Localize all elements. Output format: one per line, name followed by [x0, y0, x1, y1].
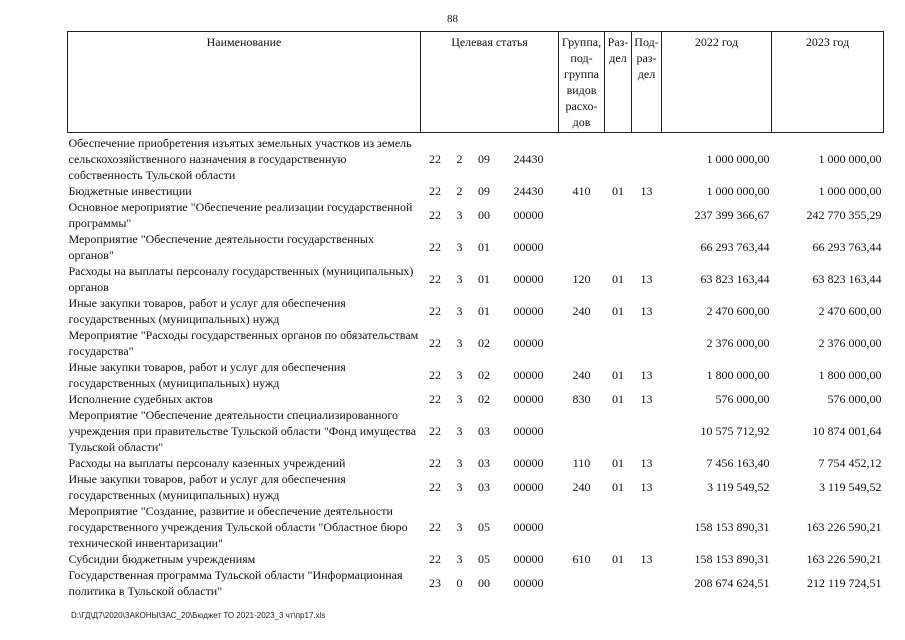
cell-v2023: 242 770 355,29	[806, 208, 882, 222]
cell-name: Субсидии бюджетным учреждениям	[68, 552, 256, 566]
cell-v2023: 1 800 000,00	[818, 368, 882, 382]
cell-a: 22	[429, 552, 441, 566]
cell-c: 01	[478, 304, 490, 318]
cell-d: 00000	[513, 240, 544, 254]
cell-rz	[605, 327, 632, 359]
cell-pr: 13	[640, 304, 653, 318]
budget-table	[67, 31, 884, 599]
cell-pr	[632, 231, 662, 263]
header-2023: 2023 год	[772, 32, 884, 133]
cell-b: 3	[456, 480, 463, 494]
cell-vr	[559, 133, 605, 184]
cell-pr	[632, 567, 662, 599]
table-header	[68, 32, 884, 133]
cell-a: 22	[429, 240, 441, 254]
cell-pr	[632, 327, 662, 359]
cell-v2023: 66 293 763,44	[812, 240, 882, 254]
cell-v2023: 212 119 724,51	[806, 576, 882, 590]
cell-v2022: 66 293 763,44	[700, 240, 770, 254]
cell-rz	[605, 503, 632, 551]
cell-a: 22	[429, 184, 441, 198]
cell-d: 00000	[513, 424, 544, 438]
cell-name: Государственная программа Тульской области "Информационная политика в Тульской области"	[68, 568, 403, 598]
table-row	[68, 133, 884, 184]
cell-d: 00000	[513, 208, 544, 222]
cell-rz: 01	[612, 368, 625, 382]
cell-pr	[632, 133, 662, 184]
cell-name: Иные закупки товаров, работ и услуг для обеспечения государственных (муниципальных) нужд	[68, 472, 346, 502]
cell-rz: 01	[612, 184, 625, 198]
cell-pr: 13	[640, 392, 653, 406]
cell-v2023: 1 000 000,00	[818, 184, 882, 198]
cell-v2023: 10 874 001,64	[812, 424, 882, 438]
cell-c: 03	[478, 480, 490, 494]
cell-b: 3	[456, 392, 463, 406]
cell-vr	[559, 407, 605, 455]
cell-v2022: 7 456 163,40	[706, 456, 770, 470]
cell-vr: 110	[572, 456, 591, 470]
cell-rz: 01	[612, 304, 625, 318]
cell-pr	[632, 199, 662, 231]
cell-d: 00000	[513, 304, 544, 318]
cell-rz: 01	[612, 480, 625, 494]
cell-v2022: 1 000 000,00	[706, 184, 770, 198]
table-row	[68, 503, 884, 551]
cell-vr	[559, 503, 605, 551]
cell-vr: 240	[572, 368, 591, 382]
cell-vr: 240	[572, 480, 591, 494]
cell-v2022: 158 153 890,31	[694, 520, 770, 534]
cell-name: Мероприятие "Расходы государственных органов по обязательствам государства"	[68, 328, 419, 358]
cell-rz: 01	[612, 392, 625, 406]
header-2022: 2022 год	[662, 32, 772, 133]
cell-v2022: 63 823 163,44	[700, 272, 770, 286]
cell-pr: 13	[640, 272, 653, 286]
cell-vr	[559, 567, 605, 599]
cell-rz	[605, 199, 632, 231]
cell-b: 3	[456, 424, 463, 438]
cell-b: 2	[456, 184, 463, 198]
cell-b: 3	[456, 520, 463, 534]
cell-name: Основное мероприятие "Обеспечение реализации государственной программы"	[68, 200, 413, 230]
cell-v2023: 163 226 590,21	[806, 552, 882, 566]
table-body	[68, 133, 884, 600]
cell-name: Иные закупки товаров, работ и услуг для обеспечения государственных (муниципальных) нужд	[68, 360, 346, 390]
table-row	[68, 327, 884, 359]
page-number: 88	[447, 13, 458, 25]
cell-b: 3	[456, 368, 463, 382]
cell-name: Расходы на выплаты персоналу государственных (муниципальных) органов	[68, 264, 414, 294]
cell-c: 09	[478, 152, 490, 166]
cell-pr: 13	[640, 456, 653, 470]
cell-pr: 13	[640, 552, 653, 566]
table-row	[68, 567, 884, 599]
cell-name: Иные закупки товаров, работ и услуг для обеспечения государственных (муниципальных) нужд	[68, 296, 346, 326]
cell-a: 22	[429, 272, 441, 286]
cell-name: Мероприятие "Создание, развитие и обеспечение деятельности государственного учреждения Тульской области "Областное бюро технической инвентаризации"	[68, 504, 408, 550]
cell-c: 09	[478, 184, 490, 198]
cell-v2023: 7 754 452,12	[818, 456, 882, 470]
table-row	[68, 231, 884, 263]
cell-vr: 410	[572, 184, 591, 198]
cell-d: 00000	[513, 520, 544, 534]
cell-v2022: 2 376 000,00	[706, 336, 770, 350]
cell-name: Обеспечение приобретения изъятых земельных участков из земель сельскохозяйственного назначения в государственную собственность Тульской области	[68, 136, 412, 182]
cell-c: 05	[478, 552, 490, 566]
cell-name: Мероприятие "Обеспечение деятельности специализированного учреждения при правительстве Тульской области "Фонд имущества Тульской области"	[68, 408, 417, 454]
cell-v2022: 10 575 712,92	[700, 424, 770, 438]
cell-pr	[632, 407, 662, 455]
cell-c: 03	[478, 456, 490, 470]
cell-v2022: 1 000 000,00	[706, 152, 770, 166]
cell-d: 00000	[513, 480, 544, 494]
cell-b: 2	[456, 152, 463, 166]
cell-b: 3	[456, 336, 463, 350]
cell-v2023: 3 119 549,52	[818, 480, 882, 494]
table-row	[68, 455, 884, 471]
cell-d: 00000	[513, 552, 544, 566]
cell-vr: 120	[572, 272, 591, 286]
cell-v2022: 158 153 890,31	[694, 552, 770, 566]
cell-a: 22	[429, 520, 441, 534]
cell-d: 00000	[513, 392, 544, 406]
header-name: Наименование	[68, 32, 421, 133]
header-subsection: Под- раз- дел	[632, 32, 662, 133]
cell-c: 02	[478, 336, 490, 350]
table-row	[68, 199, 884, 231]
cell-a: 22	[429, 336, 441, 350]
cell-vr	[559, 327, 605, 359]
cell-a: 22	[429, 152, 441, 166]
cell-a: 22	[429, 304, 441, 318]
cell-vr: 830	[572, 392, 591, 406]
cell-pr	[632, 503, 662, 551]
cell-name: Расходы на выплаты персоналу казенных учреждений	[68, 456, 346, 470]
cell-d: 00000	[513, 272, 544, 286]
header-group: Группа, под- группа видов расхо- дов	[559, 32, 605, 133]
cell-d: 00000	[513, 576, 544, 590]
cell-b: 3	[456, 240, 463, 254]
cell-b: 3	[456, 208, 463, 222]
table-row	[68, 183, 884, 199]
table-row	[68, 407, 884, 455]
cell-c: 02	[478, 392, 490, 406]
cell-b: 3	[456, 456, 463, 470]
table-row	[68, 359, 884, 391]
header-section: Раз- дел	[605, 32, 632, 133]
cell-d: 00000	[513, 336, 544, 350]
cell-c: 01	[478, 240, 490, 254]
cell-v2023: 63 823 163,44	[812, 272, 882, 286]
cell-v2022: 208 674 624,51	[694, 576, 770, 590]
table-row	[68, 263, 884, 295]
cell-rz: 01	[612, 552, 625, 566]
cell-d: 24430	[513, 184, 544, 198]
cell-v2023: 576 000,00	[827, 392, 882, 406]
cell-v2023: 163 226 590,21	[806, 520, 882, 534]
cell-b: 3	[456, 272, 463, 286]
cell-vr	[559, 231, 605, 263]
cell-c: 02	[478, 368, 490, 382]
table-row	[68, 471, 884, 503]
cell-a: 22	[429, 480, 441, 494]
cell-a: 22	[429, 208, 441, 222]
cell-a: 22	[429, 392, 441, 406]
cell-c: 00	[478, 576, 490, 590]
cell-a: 22	[429, 456, 441, 470]
cell-v2023: 2 470 600,00	[818, 304, 882, 318]
cell-rz: 01	[612, 456, 625, 470]
cell-rz: 01	[612, 272, 625, 286]
cell-d: 24430	[513, 152, 544, 166]
cell-pr: 13	[640, 368, 653, 382]
cell-rz	[605, 567, 632, 599]
file-path-footer: D:\ГД\Д7\2020\ЗАКОНЫ\ЗАС_20\Бюджет ТО 2021-2023_3 чт\пр17.xls	[71, 611, 326, 620]
cell-vr	[559, 199, 605, 231]
cell-a: 22	[429, 368, 441, 382]
cell-c: 05	[478, 520, 490, 534]
table-row	[68, 391, 884, 407]
cell-v2022: 576 000,00	[715, 392, 770, 406]
cell-name: Мероприятие "Обеспечение деятельности государственных органов"	[68, 232, 374, 262]
cell-pr: 13	[640, 480, 653, 494]
cell-c: 00	[478, 208, 490, 222]
cell-name: Бюджетные инвестиции	[68, 184, 192, 198]
cell-c: 01	[478, 272, 490, 286]
cell-v2023: 1 000 000,00	[818, 152, 882, 166]
cell-rz	[605, 133, 632, 184]
cell-v2022: 1 800 000,00	[706, 368, 770, 382]
cell-rz	[605, 407, 632, 455]
cell-d: 00000	[513, 456, 544, 470]
cell-v2022: 2 470 600,00	[706, 304, 770, 318]
cell-v2022: 3 119 549,52	[706, 480, 770, 494]
cell-a: 22	[429, 424, 441, 438]
cell-b: 3	[456, 552, 463, 566]
cell-v2023: 2 376 000,00	[818, 336, 882, 350]
table-row	[68, 295, 884, 327]
cell-name: Исполнение судебных актов	[68, 392, 213, 406]
cell-v2022: 237 399 366,67	[694, 208, 770, 222]
cell-a: 23	[429, 576, 441, 590]
cell-rz	[605, 231, 632, 263]
cell-d: 00000	[513, 368, 544, 382]
table-row	[68, 551, 884, 567]
cell-b: 3	[456, 304, 463, 318]
cell-c: 03	[478, 424, 490, 438]
header-target-article: Целевая статья	[421, 32, 559, 133]
cell-vr: 240	[572, 304, 591, 318]
cell-pr: 13	[640, 184, 653, 198]
cell-b: 0	[456, 576, 463, 590]
cell-vr: 610	[572, 552, 591, 566]
